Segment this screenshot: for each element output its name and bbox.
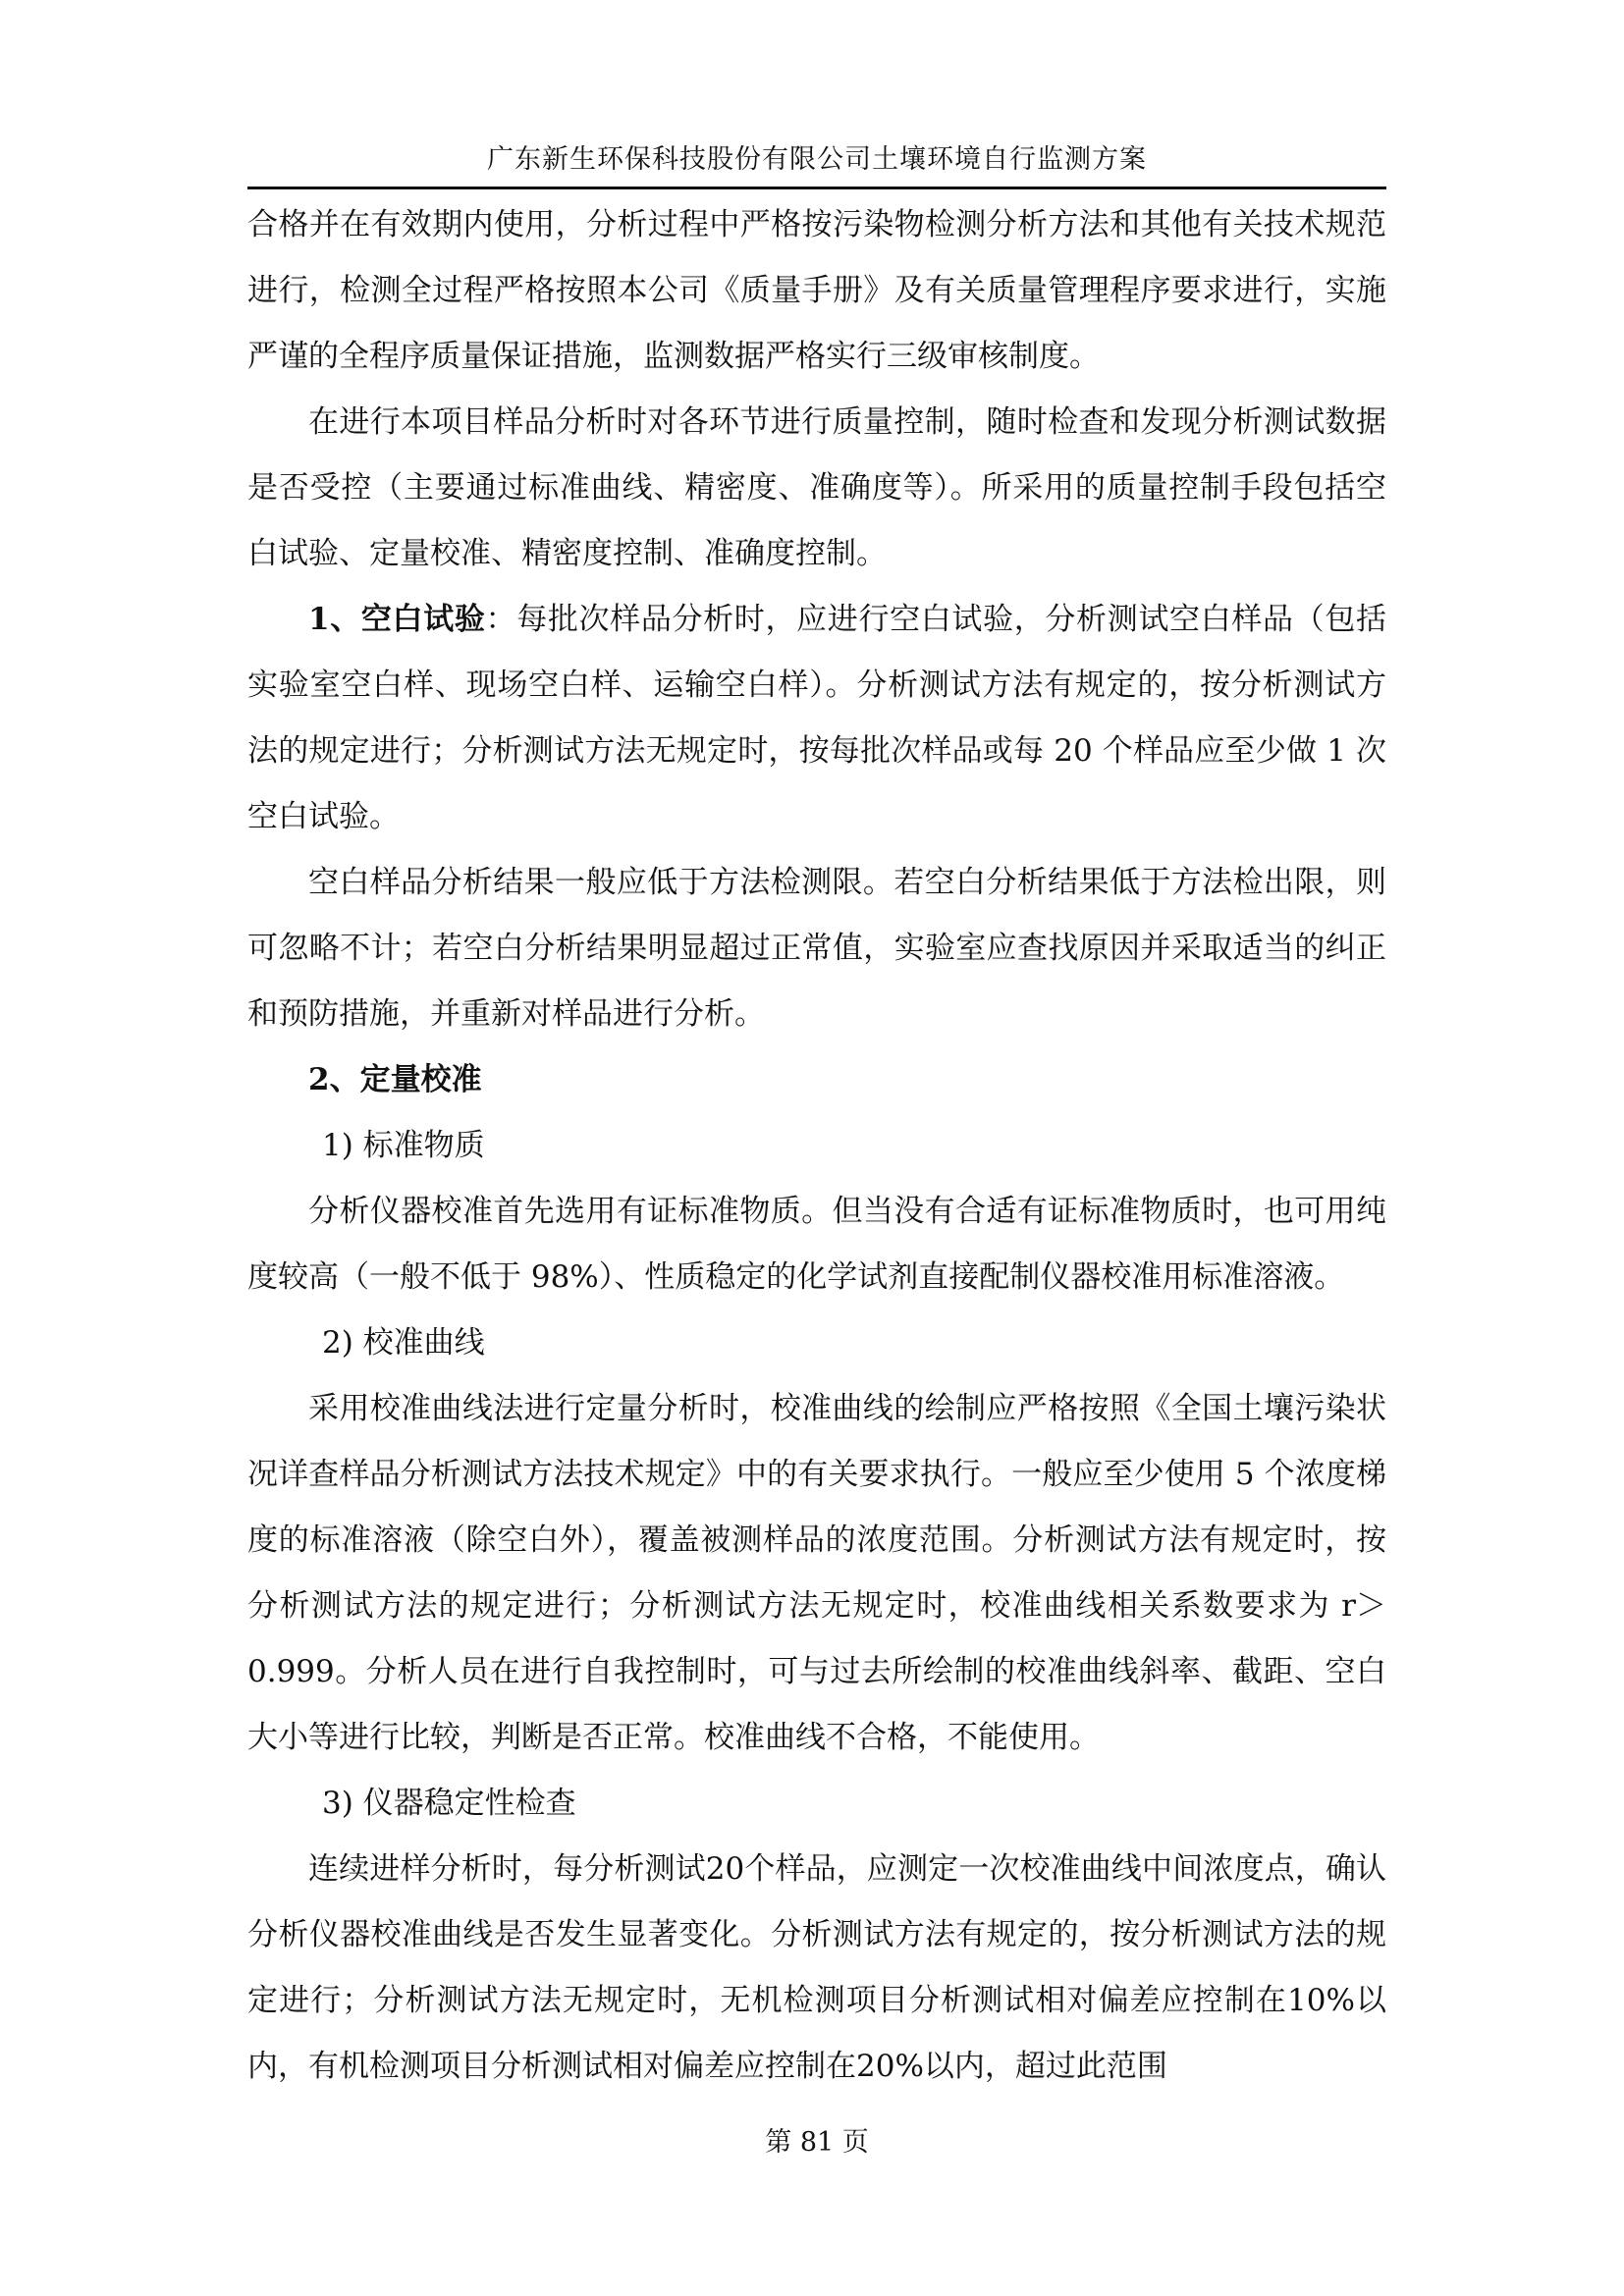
page-header: 广东新生环保科技股份有限公司土壤环境自行监测方案 (487, 144, 1147, 175)
paragraph-continuation: 合格并在有效期内使用，分析过程中严格按污染物检测分析方法和其他有关技术规范进行，检测全过程严格按照本公司《质量手册》及有关质量管理程序要求进行，实施严谨的全程序质量保证措施，监测数据严格实行三级审核制度。 (247, 207, 1386, 374)
subheading-calibration-curve: 2) 校准曲线 (322, 1325, 485, 1361)
page-number: 第 81 页 (765, 2127, 869, 2158)
paragraph-calibration-curve: 采用校准曲线法进行定量分析时，校准曲线的绘制应严格按照《全国土壤污染状况详查样品分析测试方法技术规定》中的有关要求执行。一般应至少使用 5 个浓度梯度的标准溶液（除空白外），覆盖被测样品的浓度范围。分析测试方法有规定时，按分析测试方法的规定进行；分析测试方法无规定时，校准曲线相关系数要求为 r＞0.999。分析人员在进行自我控制时，可与过去所绘制的校准曲线斜率、截距、空白大小等进行比较，判断是否正常。校准曲线不合格，不能使用。 (247, 1391, 1386, 1755)
paragraph-blank-result: 空白样品分析结果一般应低于方法检测限。若空白分析结果低于方法检出限，则可忽略不计；若空白分析结果明显超过正常值，实验室应查找原因并采取适当的纠正和预防措施，并重新对样品进行分析。 (247, 865, 1386, 1032)
paragraph-quality-control: 在进行本项目样品分析时对各环节进行质量控制，随时检查和发现分析测试数据是否受控（主要通过标准曲线、精密度、准确度等）。所采用的质量控制手段包括空白试验、定量校准、精密度控制、准确度控制。 (247, 404, 1386, 571)
section-heading-calibration: 2、定量校准 (308, 1062, 482, 1097)
blank-test-text: ：每批次样品分析时，应进行空白试验，分析测试空白样品（包括实验室空白样、现场空白样、运输空白样）。分析测试方法有规定的，按分析测试方法的规定进行；分析测试方法无规定时，按每批次样品或每 20 个样品应至少做 1 次空白试验。 (247, 602, 1386, 834)
paragraph-standard-material: 分析仪器校准首先选用有证标准物质。但当没有合适有证标准物质时，也可用纯度较高（一般不低于 98%）、性质稳定的化学试剂直接配制仪器校准用标准溶液。 (247, 1194, 1386, 1295)
section-heading-blank-test: 1、空白试验 (308, 602, 486, 637)
paragraph-instrument-stability: 连续进样分析时，每分析测试20个样品，应测定一次校准曲线中间浓度点，确认分析仪器校准曲线是否发生显著变化。分析测试方法有规定的，按分析测试方法的规定进行；分析测试方法无规定时，无机检测项目分析测试相对偏差应控制在10%以内，有机检测项目分析测试相对偏差应控制在20%以内，超过此范围 (247, 1851, 1386, 2084)
subheading-instrument-stability: 3) 仪器稳定性检查 (322, 1786, 576, 1821)
paragraph-blank-test (247, 587, 1386, 850)
document-body (247, 192, 1386, 2100)
subheading-standard-material: 1) 标准物质 (322, 1128, 485, 1163)
header-divider (247, 187, 1386, 189)
